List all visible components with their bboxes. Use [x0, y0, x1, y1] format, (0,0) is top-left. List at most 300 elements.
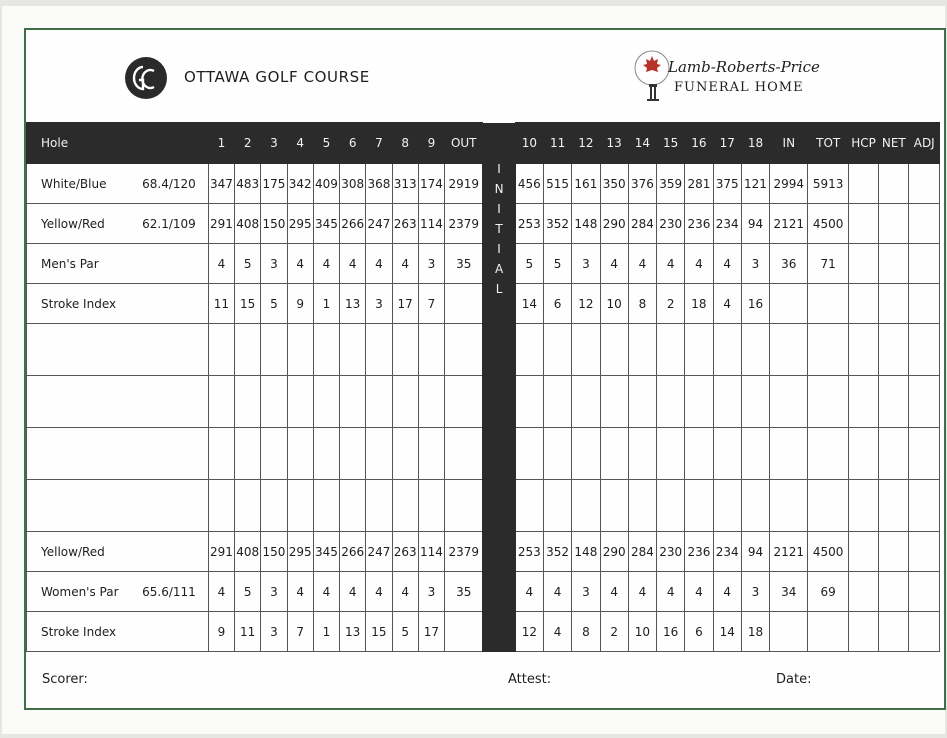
- score-cell[interactable]: [685, 480, 713, 532]
- hole-value: 253: [515, 532, 543, 572]
- rating-header: [123, 123, 208, 164]
- hole-number: 6: [340, 123, 366, 164]
- out-total: 2379: [445, 204, 483, 244]
- hole-value: 350: [600, 164, 628, 204]
- hole-value: 290: [600, 532, 628, 572]
- hole-value: 121: [741, 164, 769, 204]
- score-cell[interactable]: [741, 480, 769, 532]
- score-cell[interactable]: [657, 324, 685, 376]
- hole-value: 313: [392, 164, 418, 204]
- in-total: 36: [770, 244, 808, 284]
- hole-value: 352: [543, 204, 571, 244]
- hole-value: 308: [340, 164, 366, 204]
- hole-value: 456: [515, 164, 543, 204]
- score-cell[interactable]: [600, 324, 628, 376]
- sponsor-logo: [632, 46, 832, 110]
- score-cell[interactable]: [713, 480, 741, 532]
- in-score-cell[interactable]: [770, 376, 808, 428]
- hole-value: 14: [713, 612, 741, 652]
- score-cell[interactable]: [741, 324, 769, 376]
- hole-value: 4: [366, 572, 392, 612]
- hole-number: 17: [713, 123, 741, 164]
- hole-value: 8: [572, 612, 600, 652]
- grand-total: 4500: [808, 532, 848, 572]
- hole-value: 4: [392, 244, 418, 284]
- hole-value: 236: [685, 532, 713, 572]
- hole-value: 266: [340, 204, 366, 244]
- score-cell[interactable]: [208, 428, 234, 480]
- hole-value: 94: [741, 204, 769, 244]
- out-score-cell[interactable]: [445, 428, 483, 480]
- score-cell[interactable]: [235, 324, 261, 376]
- scorecard-sheet: [2, 6, 945, 734]
- initial-letter: L: [495, 281, 503, 296]
- hole-value: 4: [657, 244, 685, 284]
- score-cell[interactable]: [418, 376, 444, 428]
- score-cell[interactable]: [572, 480, 600, 532]
- score-cell[interactable]: [392, 480, 418, 532]
- net-cell[interactable]: [879, 532, 909, 572]
- hole-value: 247: [366, 532, 392, 572]
- hole-value: 408: [235, 204, 261, 244]
- adj-cell[interactable]: [909, 164, 940, 204]
- hole-value: 12: [572, 284, 600, 324]
- score-cell[interactable]: [418, 480, 444, 532]
- hole-value: 236: [685, 204, 713, 244]
- score-cell[interactable]: [628, 428, 656, 480]
- net-cell[interactable]: [879, 244, 909, 284]
- course-logo: [124, 56, 168, 100]
- hole-value: 161: [572, 164, 600, 204]
- score-cell[interactable]: [572, 376, 600, 428]
- hole-value: 8: [628, 284, 656, 324]
- score-cell[interactable]: [515, 428, 543, 480]
- score-grid: [26, 122, 940, 652]
- hole-value: 15: [235, 284, 261, 324]
- hole-value: 4: [208, 244, 234, 284]
- score-cell[interactable]: [543, 480, 571, 532]
- hole-value: 3: [261, 612, 287, 652]
- hole-value: 284: [628, 204, 656, 244]
- hcp-cell[interactable]: [848, 612, 878, 652]
- score-cell[interactable]: [313, 324, 339, 376]
- score-cell[interactable]: [572, 324, 600, 376]
- hole-number: 5: [313, 123, 339, 164]
- tot-header: TOT: [808, 123, 848, 164]
- adj-cell[interactable]: [909, 572, 940, 612]
- hole-value: 375: [713, 164, 741, 204]
- hole-value: 9: [287, 284, 313, 324]
- net-cell[interactable]: [879, 572, 909, 612]
- in-total: [770, 612, 808, 652]
- adj-cell[interactable]: [909, 532, 940, 572]
- score-cell[interactable]: [657, 428, 685, 480]
- score-cell[interactable]: [418, 324, 444, 376]
- hcp-cell[interactable]: [848, 324, 878, 376]
- hcp-header: HCP: [848, 123, 878, 164]
- hole-value: 483: [235, 164, 261, 204]
- out-score-cell[interactable]: [445, 324, 483, 376]
- player-name-cell[interactable]: [27, 428, 209, 480]
- hole-value: 290: [600, 204, 628, 244]
- hole-value: 1: [313, 612, 339, 652]
- grand-total: 4500: [808, 204, 848, 244]
- score-cell[interactable]: [235, 428, 261, 480]
- hole-number: 13: [600, 123, 628, 164]
- hole-value: 3: [261, 244, 287, 284]
- in-header: IN: [770, 123, 808, 164]
- tot-score-cell[interactable]: [808, 480, 848, 532]
- hole-value: 13: [340, 612, 366, 652]
- hole-value: 11: [208, 284, 234, 324]
- score-cell[interactable]: [366, 480, 392, 532]
- hole-value: 4: [392, 572, 418, 612]
- score-cell[interactable]: [600, 480, 628, 532]
- hole-value: 342: [287, 164, 313, 204]
- hole-value: 6: [685, 612, 713, 652]
- hole-number: 8: [392, 123, 418, 164]
- score-cell[interactable]: [313, 376, 339, 428]
- score-cell[interactable]: [543, 376, 571, 428]
- hole-value: 4: [600, 572, 628, 612]
- initial-column: [483, 123, 515, 652]
- hole-value: 7: [287, 612, 313, 652]
- course-rating: 65.6/111: [123, 572, 208, 612]
- hcp-cell[interactable]: [848, 244, 878, 284]
- adj-cell[interactable]: [909, 284, 940, 324]
- hole-value: 7: [418, 284, 444, 324]
- score-cell[interactable]: [628, 480, 656, 532]
- hole-value: 150: [261, 532, 287, 572]
- score-cell[interactable]: [741, 376, 769, 428]
- score-cell[interactable]: [261, 480, 287, 532]
- score-cell[interactable]: [340, 428, 366, 480]
- hole-number: 2: [235, 123, 261, 164]
- score-cell[interactable]: [313, 480, 339, 532]
- hole-value: 263: [392, 204, 418, 244]
- hole-value: 4: [340, 572, 366, 612]
- hole-value: 230: [657, 204, 685, 244]
- score-cell[interactable]: [628, 324, 656, 376]
- hole-value: 376: [628, 164, 656, 204]
- hole-value: 175: [261, 164, 287, 204]
- hole-value: 4: [600, 244, 628, 284]
- hole-value: 359: [657, 164, 685, 204]
- hole-value: 3: [572, 572, 600, 612]
- hole-number: 14: [628, 123, 656, 164]
- in-total: [770, 284, 808, 324]
- out-score-cell[interactable]: [445, 480, 483, 532]
- hcp-cell[interactable]: [848, 164, 878, 204]
- out-total: 35: [445, 572, 483, 612]
- hole-value: 4: [313, 244, 339, 284]
- hole-value: 5: [261, 284, 287, 324]
- date-label[interactable]: Date:: [776, 672, 812, 687]
- hole-value: 3: [741, 572, 769, 612]
- score-cell[interactable]: [657, 480, 685, 532]
- hcp-cell[interactable]: [848, 480, 878, 532]
- hole-value: 15: [366, 612, 392, 652]
- score-cell[interactable]: [685, 376, 713, 428]
- net-cell[interactable]: [879, 204, 909, 244]
- net-cell[interactable]: [879, 284, 909, 324]
- grand-total: 5913: [808, 164, 848, 204]
- out-total: 2379: [445, 532, 483, 572]
- score-cell[interactable]: [572, 428, 600, 480]
- course-rating: [123, 612, 208, 652]
- row-label: White/Blue: [27, 164, 124, 204]
- hole-value: 291: [208, 204, 234, 244]
- hcp-cell[interactable]: [848, 284, 878, 324]
- hole-value: 4: [287, 572, 313, 612]
- score-cell[interactable]: [515, 376, 543, 428]
- hole-value: 174: [418, 164, 444, 204]
- score-cell[interactable]: [713, 428, 741, 480]
- score-cell[interactable]: [713, 376, 741, 428]
- out-total: [445, 284, 483, 324]
- score-cell[interactable]: [392, 428, 418, 480]
- hole-value: 3: [572, 244, 600, 284]
- score-cell[interactable]: [287, 480, 313, 532]
- hole-number: 12: [572, 123, 600, 164]
- net-header: NET: [879, 123, 909, 164]
- adj-cell[interactable]: [909, 244, 940, 284]
- hole-value: 253: [515, 204, 543, 244]
- in-score-cell[interactable]: [770, 428, 808, 480]
- hcp-cell[interactable]: [848, 376, 878, 428]
- hole-value: 10: [600, 284, 628, 324]
- hole-number: 3: [261, 123, 287, 164]
- hcp-cell[interactable]: [848, 204, 878, 244]
- hole-value: 18: [685, 284, 713, 324]
- hole-number: 10: [515, 123, 543, 164]
- hole-value: 352: [543, 532, 571, 572]
- score-cell[interactable]: [418, 428, 444, 480]
- hole-value: 6: [543, 284, 571, 324]
- initial-letter: N: [494, 181, 504, 196]
- hole-header-row: [27, 123, 940, 164]
- score-cell[interactable]: [261, 428, 287, 480]
- hole-value: 4: [713, 284, 741, 324]
- hole-value: 4: [313, 572, 339, 612]
- hole-value: 2: [657, 284, 685, 324]
- course-rating: [123, 284, 208, 324]
- adj-cell[interactable]: [909, 480, 940, 532]
- hole-value: 5: [235, 572, 261, 612]
- hole-value: 295: [287, 532, 313, 572]
- hole-value: 9: [208, 612, 234, 652]
- hole-value: 17: [418, 612, 444, 652]
- hole-label: Hole: [27, 123, 124, 164]
- score-cell[interactable]: [515, 324, 543, 376]
- player-name-cell[interactable]: [27, 376, 209, 428]
- course-name: OTTAWA GOLF COURSE: [184, 68, 370, 86]
- adj-header: ADJ: [909, 123, 940, 164]
- hole-value: 94: [741, 532, 769, 572]
- hole-value: 4: [543, 612, 571, 652]
- net-cell[interactable]: [879, 164, 909, 204]
- hole-value: 368: [366, 164, 392, 204]
- hole-value: 16: [741, 284, 769, 324]
- player-name-cell[interactable]: [27, 480, 209, 532]
- course-rating: [123, 244, 208, 284]
- score-cell[interactable]: [685, 428, 713, 480]
- in-total: 2121: [770, 204, 808, 244]
- score-cell[interactable]: [600, 428, 628, 480]
- score-cell[interactable]: [392, 324, 418, 376]
- hole-value: 3: [366, 284, 392, 324]
- hole-value: 3: [418, 572, 444, 612]
- out-total: [445, 612, 483, 652]
- hole-value: 345: [313, 532, 339, 572]
- in-score-cell[interactable]: [770, 324, 808, 376]
- score-cell[interactable]: [287, 428, 313, 480]
- hole-value: 5: [392, 612, 418, 652]
- score-cell[interactable]: [235, 376, 261, 428]
- score-cell[interactable]: [366, 376, 392, 428]
- initial-letter: I: [497, 201, 501, 216]
- hole-value: 345: [313, 204, 339, 244]
- row-label: Yellow/Red: [27, 532, 124, 572]
- in-total: 2121: [770, 532, 808, 572]
- score-cell[interactable]: [208, 480, 234, 532]
- hole-value: 4: [515, 572, 543, 612]
- hole-value: 4: [685, 244, 713, 284]
- in-score-cell[interactable]: [770, 480, 808, 532]
- grand-total: [808, 284, 848, 324]
- score-cell[interactable]: [261, 324, 287, 376]
- adj-cell[interactable]: [909, 324, 940, 376]
- row-label: Stroke Index: [27, 612, 124, 652]
- hole-value: 12: [515, 612, 543, 652]
- row-label: Men's Par: [27, 244, 124, 284]
- hole-value: 5: [543, 244, 571, 284]
- hole-value: 4: [628, 572, 656, 612]
- row-label: Yellow/Red: [27, 204, 124, 244]
- score-cell[interactable]: [685, 324, 713, 376]
- adj-cell[interactable]: [909, 612, 940, 652]
- hole-value: 230: [657, 532, 685, 572]
- score-cell[interactable]: [235, 480, 261, 532]
- sponsor-name: FUNERAL HOME: [674, 80, 804, 95]
- score-cell[interactable]: [741, 428, 769, 480]
- score-cell[interactable]: [713, 324, 741, 376]
- course-rating: 62.1/109: [123, 204, 208, 244]
- hole-value: 4: [287, 244, 313, 284]
- score-cell[interactable]: [208, 324, 234, 376]
- tot-score-cell[interactable]: [808, 376, 848, 428]
- scorer-label[interactable]: Scorer:: [42, 672, 88, 687]
- adj-cell[interactable]: [909, 376, 940, 428]
- score-cell[interactable]: [392, 376, 418, 428]
- hole-value: 263: [392, 532, 418, 572]
- score-cell[interactable]: [366, 428, 392, 480]
- hole-value: 284: [628, 532, 656, 572]
- hole-number: 11: [543, 123, 571, 164]
- score-cell[interactable]: [543, 428, 571, 480]
- hole-value: 4: [713, 572, 741, 612]
- score-cell[interactable]: [287, 324, 313, 376]
- hole-value: 148: [572, 204, 600, 244]
- hole-value: 148: [572, 532, 600, 572]
- hole-number: 4: [287, 123, 313, 164]
- hole-value: 11: [235, 612, 261, 652]
- grand-total: 69: [808, 572, 848, 612]
- hole-number: 1: [208, 123, 234, 164]
- score-cell[interactable]: [208, 376, 234, 428]
- scorecard: [24, 28, 946, 710]
- hole-number: 7: [366, 123, 392, 164]
- course-rating: [123, 532, 208, 572]
- hole-value: 4: [208, 572, 234, 612]
- score-cell[interactable]: [366, 324, 392, 376]
- tot-score-cell[interactable]: [808, 428, 848, 480]
- hole-value: 10: [628, 612, 656, 652]
- adj-cell[interactable]: [909, 204, 940, 244]
- score-cell[interactable]: [515, 480, 543, 532]
- hole-value: 114: [418, 532, 444, 572]
- hole-value: 1: [313, 284, 339, 324]
- hole-number: 9: [418, 123, 444, 164]
- hole-value: 247: [366, 204, 392, 244]
- out-score-cell[interactable]: [445, 376, 483, 428]
- score-cell[interactable]: [340, 480, 366, 532]
- score-cell[interactable]: [628, 376, 656, 428]
- net-cell[interactable]: [879, 480, 909, 532]
- hole-value: 17: [392, 284, 418, 324]
- hcp-cell[interactable]: [848, 572, 878, 612]
- in-total: 2994: [770, 164, 808, 204]
- score-cell[interactable]: [600, 376, 628, 428]
- tot-score-cell[interactable]: [808, 324, 848, 376]
- hcp-cell[interactable]: [848, 532, 878, 572]
- hole-value: 515: [543, 164, 571, 204]
- hole-value: 114: [418, 204, 444, 244]
- course-rating: 68.4/120: [123, 164, 208, 204]
- hole-value: 150: [261, 204, 287, 244]
- grand-total: [808, 612, 848, 652]
- net-cell[interactable]: [879, 376, 909, 428]
- out-total: 2919: [445, 164, 483, 204]
- hole-value: 5: [235, 244, 261, 284]
- initial-letter: A: [494, 261, 504, 276]
- hole-value: 234: [713, 532, 741, 572]
- hole-value: 3: [741, 244, 769, 284]
- score-cell[interactable]: [543, 324, 571, 376]
- net-cell[interactable]: [879, 324, 909, 376]
- score-cell[interactable]: [340, 376, 366, 428]
- player-name-cell[interactable]: [27, 324, 209, 376]
- hole-value: 16: [657, 612, 685, 652]
- hcp-cell[interactable]: [848, 428, 878, 480]
- grand-total: 71: [808, 244, 848, 284]
- net-cell[interactable]: [879, 612, 909, 652]
- score-cell[interactable]: [261, 376, 287, 428]
- net-cell[interactable]: [879, 428, 909, 480]
- score-cell[interactable]: [340, 324, 366, 376]
- hole-number: 15: [657, 123, 685, 164]
- out-total: 35: [445, 244, 483, 284]
- hole-value: 4: [543, 572, 571, 612]
- attest-label[interactable]: Attest:: [508, 672, 552, 687]
- score-cell[interactable]: [287, 376, 313, 428]
- adj-cell[interactable]: [909, 428, 940, 480]
- score-cell[interactable]: [657, 376, 685, 428]
- hole-number: 16: [685, 123, 713, 164]
- maple-leaf-lamp-icon: [632, 46, 676, 106]
- score-cell[interactable]: [313, 428, 339, 480]
- hole-value: 5: [515, 244, 543, 284]
